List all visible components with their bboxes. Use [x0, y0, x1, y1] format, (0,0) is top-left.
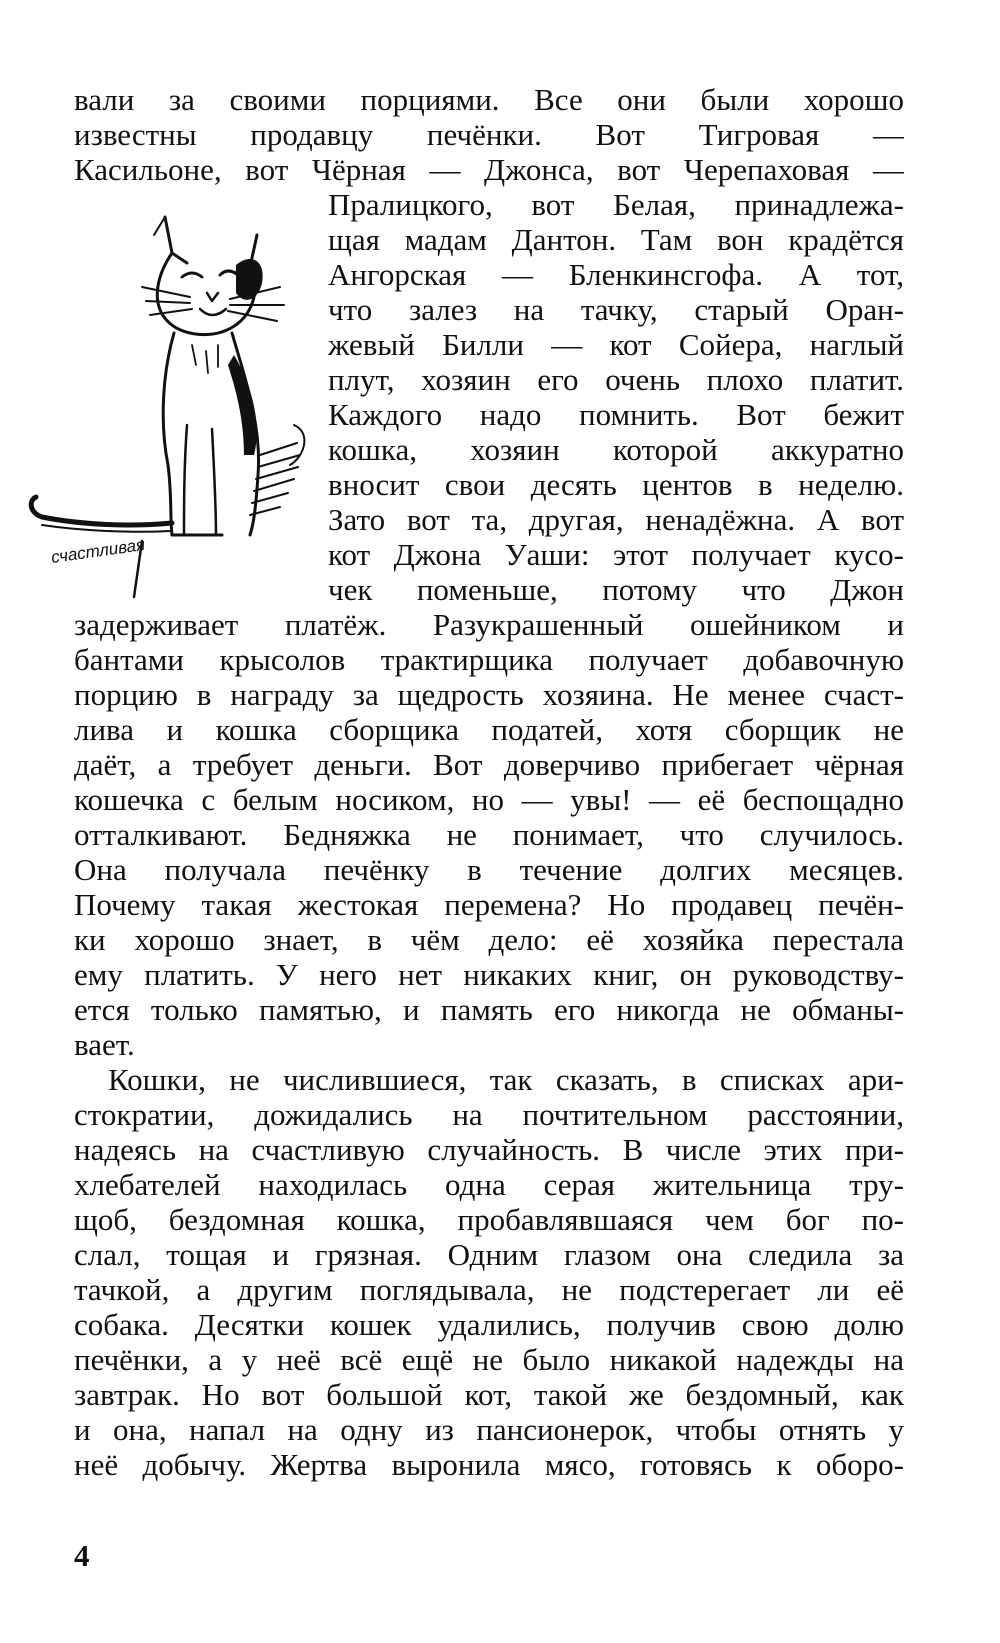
text-line: тачкой, а другим поглядывала, не подстерегает ли её [74, 1272, 904, 1307]
text-line: вает. [74, 1027, 135, 1062]
text-line: вносит свои десять центов в неделю. [328, 467, 904, 502]
text-line: собака. Десятки кошек удалились, получив свою долю [74, 1307, 904, 1342]
text-line: Касильоне, вот Чёрная — Джонса, вот Черепаховая — [74, 152, 904, 187]
text-line: плут, хозяин его очень плохо платит. [328, 362, 904, 397]
text-line: стократии, дожидались на почтительном расстоянии, [74, 1097, 904, 1132]
text-line: отталкивают. Бедняжка не понимает, что случилось. [74, 817, 904, 852]
text-line: порцию в награду за щедрость хозяина. Не менее счаст- [74, 677, 904, 712]
text-line: щоб, бездомная кошка, пробавлявшаяся чем бог по- [74, 1202, 904, 1237]
text-line: Пралицкого, вот Белая, принадлежа- [328, 187, 904, 222]
text-line: Она получала печёнку в течение долгих месяцев. [74, 852, 904, 887]
text-line: надеясь на счастливую случайность. В числе этих при- [74, 1132, 904, 1167]
text-line: ки хорошо знает, в чём дело: её хозяйка перестала [74, 922, 904, 957]
text-line: жевый Билли — кот Сойера, наглый [328, 327, 904, 362]
page-number: 4 [74, 1538, 90, 1573]
text-line: Ангорская — Бленкинсгофа. А тот, [328, 257, 904, 292]
cat-sketch-icon [22, 205, 322, 605]
text-line: известны продавцу печёнки. Вот Тигровая — [74, 117, 904, 152]
text-line: чек поменьше, потому что Джон [328, 572, 904, 607]
text-line: кошечка с белым носиком, но — увы! — её беспощадно [74, 782, 904, 817]
text-line: вали за своими порциями. Все они были хорошо [74, 82, 904, 117]
text-line: бантами крысолов трактирщика получает добавочную [74, 642, 904, 677]
text-line: даёт, а требует деньги. Вот доверчиво прибегает чёрная [74, 747, 904, 782]
text-line: Зато вот та, другая, ненадёжна. А вот [328, 502, 904, 537]
text-line: Каждого надо помнить. Вот бежит [328, 397, 904, 432]
text-line: что залез на тачку, старый Оран- [328, 292, 904, 327]
text-line: кот Джона Уаши: этот получает кусо- [328, 537, 904, 572]
text-line: завтрак. Но вот большой кот, такой же бездомный, как [74, 1377, 904, 1412]
text-line: и она, напал на одну из пансионерок, чтобы отнять у [74, 1412, 904, 1447]
text-line: хлебателей находилась одна серая жительница тру- [74, 1167, 904, 1202]
text-line: слал, тощая и грязная. Одним глазом она следила за [74, 1237, 904, 1272]
text-line: кошка, хозяин которой аккуратно [328, 432, 904, 467]
text-line: ется только памятью, и память его никогда не обманы- [74, 992, 904, 1027]
text-line: лива и кошка сборщика податей, хотя сборщик не [74, 712, 904, 747]
text-line: Почему такая жестокая перемена? Но продавец печён- [74, 887, 904, 922]
text-line: ему платить. У него нет никаких книг, он руководству- [74, 957, 904, 992]
text-line: неё добычу. Жертва выронила мясо, готовясь к оборо- [74, 1447, 904, 1482]
text-line: щая мадам Дантон. Там вон крадётся [328, 222, 904, 257]
text-line: задерживает платёж. Разукрашенный ошейником и [74, 607, 904, 642]
text-line: печёнки, а у неё всё ещё не было никакой надежды на [74, 1342, 904, 1377]
text-line: Кошки, не числившиеся, так сказать, в списках ари- [108, 1062, 904, 1097]
illustration-caption: счастливая [49, 534, 147, 567]
